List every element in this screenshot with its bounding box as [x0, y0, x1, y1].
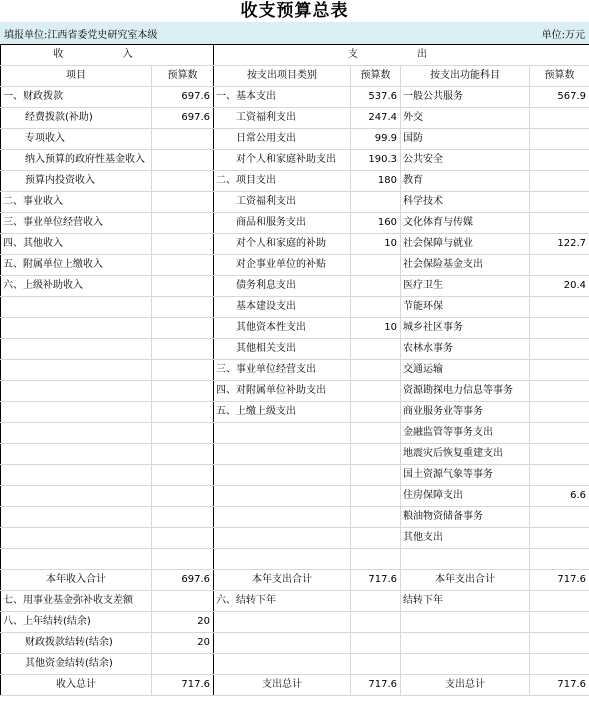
table-row	[1, 486, 589, 507]
income-item-cell	[1, 507, 152, 528]
econ-item-cell: 本年支出合计	[214, 570, 351, 591]
table-row	[1, 381, 589, 402]
income-budget-cell	[152, 297, 214, 318]
income-budget-cell	[152, 360, 214, 381]
func-budget-cell	[530, 612, 589, 633]
func-item-cell: 交通运输	[401, 360, 530, 381]
econ-item-cell: 五、上缴上级支出	[214, 402, 351, 423]
income-budget-cell: 697.6	[152, 108, 214, 129]
income-item-cell	[1, 402, 152, 423]
econ-budget-cell	[351, 276, 401, 297]
table-row	[1, 255, 589, 276]
econ-budget-cell: 99.9	[351, 129, 401, 150]
section-header-row	[1, 45, 589, 66]
econ-budget-cell	[351, 297, 401, 318]
income-budget-cell	[152, 486, 214, 507]
income-budget-cell	[152, 528, 214, 549]
func-budget-cell	[530, 654, 589, 675]
table-row	[1, 465, 589, 486]
econ-item-cell: 六、结转下年	[214, 591, 351, 612]
income-item-cell	[1, 318, 152, 339]
econ-item-cell	[214, 465, 351, 486]
func-item-cell: 公共安全	[401, 150, 530, 171]
income-item-cell	[1, 297, 152, 318]
income-budget-cell: 717.6	[152, 675, 214, 696]
income-budget-cell: 697.6	[152, 87, 214, 108]
econ-budget-cell	[351, 528, 401, 549]
income-item-cell	[1, 423, 152, 444]
func-item-cell: 医疗卫生	[401, 276, 530, 297]
income-budget-cell	[152, 318, 214, 339]
econ-item-cell	[214, 612, 351, 633]
func-item-cell: 教育	[401, 171, 530, 192]
table-row	[1, 528, 589, 549]
income-item-cell: 六、上级补助收入	[1, 276, 152, 297]
func-budget-cell: 567.9	[530, 87, 589, 108]
table-row	[1, 297, 589, 318]
econ-budget-cell	[351, 255, 401, 276]
func-budget-cell	[530, 360, 589, 381]
income-item-cell	[1, 339, 152, 360]
income-budget-cell	[152, 234, 214, 255]
func-item-cell: 节能环保	[401, 297, 530, 318]
income-item-cell: 四、其他收入	[1, 234, 152, 255]
econ-budget-cell	[351, 192, 401, 213]
econ-item-cell	[214, 444, 351, 465]
income-budget-cell	[152, 402, 214, 423]
col-header-econ-category: 按支出项目类别	[214, 66, 351, 87]
econ-budget-cell: 537.6	[351, 87, 401, 108]
table-row	[1, 444, 589, 465]
func-budget-cell	[530, 318, 589, 339]
func-budget-cell	[530, 129, 589, 150]
income-item-cell: 收入总计	[1, 675, 152, 696]
budget-table	[0, 44, 589, 696]
income-header: 收 入	[1, 45, 214, 66]
econ-item-cell	[214, 654, 351, 675]
info-bar	[0, 22, 589, 44]
table-row	[1, 507, 589, 528]
income-item-cell: 五、附属单位上缴收入	[1, 255, 152, 276]
income-item-cell	[1, 465, 152, 486]
econ-budget-cell: 10	[351, 318, 401, 339]
econ-budget-cell: 717.6	[351, 570, 401, 591]
econ-item-cell: 一、基本支出	[214, 87, 351, 108]
econ-item-cell	[214, 633, 351, 654]
econ-budget-cell	[351, 465, 401, 486]
func-budget-cell	[530, 633, 589, 654]
func-item-cell: 一般公共服务	[401, 87, 530, 108]
table-row	[1, 549, 589, 570]
func-item-cell: 文化体育与传媒	[401, 213, 530, 234]
income-item-cell: 其他资金结转(结余)	[1, 654, 152, 675]
econ-budget-cell: 10	[351, 234, 401, 255]
income-item-cell: 财政拨款结转(结余)	[1, 633, 152, 654]
func-budget-cell	[530, 444, 589, 465]
func-budget-cell	[530, 255, 589, 276]
func-budget-cell	[530, 549, 589, 570]
col-header-func-category: 按支出功能科目	[401, 66, 530, 87]
income-item-cell	[1, 528, 152, 549]
func-item-cell: 金融监管等事务支出	[401, 423, 530, 444]
func-item-cell: 社会保险基金支出	[401, 255, 530, 276]
income-item-cell: 本年收入合计	[1, 570, 152, 591]
income-item-cell: 预算内投资收入	[1, 171, 152, 192]
income-budget-cell	[152, 444, 214, 465]
econ-item-cell	[214, 549, 351, 570]
income-budget-cell	[152, 423, 214, 444]
table-row	[1, 234, 589, 255]
table-row	[1, 87, 589, 108]
expense-header: 支 出	[214, 45, 589, 66]
func-budget-cell	[530, 465, 589, 486]
income-item-cell	[1, 360, 152, 381]
income-budget-cell	[152, 171, 214, 192]
econ-item-cell	[214, 507, 351, 528]
col-header-budget-econ: 预算数	[351, 66, 401, 87]
econ-item-cell: 其他资本性支出	[214, 318, 351, 339]
econ-budget-cell	[351, 339, 401, 360]
table-row	[1, 654, 589, 675]
func-budget-cell	[530, 423, 589, 444]
table-row	[1, 591, 589, 612]
func-budget-cell: 6.6	[530, 486, 589, 507]
econ-item-cell: 支出总计	[214, 675, 351, 696]
econ-budget-cell	[351, 360, 401, 381]
func-item-cell: 资源勘探电力信息等事务	[401, 381, 530, 402]
col-header-item: 项目	[1, 66, 152, 87]
income-budget-cell	[152, 465, 214, 486]
income-budget-cell	[152, 213, 214, 234]
table-row	[1, 318, 589, 339]
table-row	[1, 171, 589, 192]
econ-budget-cell	[351, 549, 401, 570]
func-item-cell	[401, 633, 530, 654]
income-budget-cell	[152, 339, 214, 360]
income-budget-cell	[152, 192, 214, 213]
econ-budget-cell	[351, 444, 401, 465]
func-item-cell: 城乡社区事务	[401, 318, 530, 339]
func-item-cell: 农林水事务	[401, 339, 530, 360]
econ-budget-cell	[351, 402, 401, 423]
econ-budget-cell	[351, 654, 401, 675]
func-budget-cell	[530, 402, 589, 423]
econ-item-cell: 四、对附属单位补助支出	[214, 381, 351, 402]
func-item-cell	[401, 612, 530, 633]
econ-budget-cell	[351, 633, 401, 654]
econ-item-cell	[214, 423, 351, 444]
currency-unit-label: 单位:万元	[541, 29, 585, 41]
income-item-cell: 二、事业收入	[1, 192, 152, 213]
func-item-cell	[401, 654, 530, 675]
func-item-cell: 粮油物资储备事务	[401, 507, 530, 528]
income-item-cell: 八、上年结转(结余)	[1, 612, 152, 633]
func-budget-cell	[530, 339, 589, 360]
table-row	[1, 192, 589, 213]
func-item-cell: 社会保障与就业	[401, 234, 530, 255]
income-item-cell: 经费拨款(补助)	[1, 108, 152, 129]
filing-unit-label: 填报单位:江西省委党史研究室本级	[4, 29, 158, 41]
income-budget-cell	[152, 591, 214, 612]
econ-budget-cell	[351, 423, 401, 444]
income-item-cell	[1, 486, 152, 507]
table-row	[1, 213, 589, 234]
income-budget-cell	[152, 549, 214, 570]
econ-budget-cell	[351, 591, 401, 612]
income-budget-cell	[152, 276, 214, 297]
func-budget-cell	[530, 108, 589, 129]
econ-budget-cell	[351, 486, 401, 507]
income-budget-cell	[152, 381, 214, 402]
table-row	[1, 108, 589, 129]
table-row	[1, 360, 589, 381]
func-item-cell: 科学技术	[401, 192, 530, 213]
table-row	[1, 402, 589, 423]
income-budget-cell: 697.6	[152, 570, 214, 591]
table-row	[1, 570, 589, 591]
func-budget-cell	[530, 591, 589, 612]
income-budget-cell	[152, 654, 214, 675]
func-item-cell: 住房保障支出	[401, 486, 530, 507]
income-item-cell: 一、财政拨款	[1, 87, 152, 108]
table-row	[1, 423, 589, 444]
func-budget-cell	[530, 171, 589, 192]
income-item-cell	[1, 381, 152, 402]
econ-budget-cell	[351, 612, 401, 633]
func-budget-cell: 122.7	[530, 234, 589, 255]
income-item-cell	[1, 444, 152, 465]
income-budget-cell	[152, 150, 214, 171]
column-header-row	[1, 66, 589, 87]
table-row	[1, 276, 589, 297]
table-row	[1, 612, 589, 633]
func-budget-cell: 717.6	[530, 570, 589, 591]
func-item-cell: 结转下年	[401, 591, 530, 612]
econ-item-cell: 工资福利支出	[214, 192, 351, 213]
table-row	[1, 129, 589, 150]
income-budget-cell: 20	[152, 633, 214, 654]
econ-budget-cell: 160	[351, 213, 401, 234]
econ-item-cell	[214, 486, 351, 507]
econ-budget-cell	[351, 381, 401, 402]
func-item-cell: 支出总计	[401, 675, 530, 696]
func-budget-cell	[530, 528, 589, 549]
func-budget-cell	[530, 507, 589, 528]
econ-item-cell: 对个人和家庭的补助	[214, 234, 351, 255]
econ-budget-cell: 190.3	[351, 150, 401, 171]
func-item-cell	[401, 549, 530, 570]
func-item-cell: 其他支出	[401, 528, 530, 549]
func-budget-cell: 717.6	[530, 675, 589, 696]
econ-item-cell: 二、项目支出	[214, 171, 351, 192]
econ-budget-cell: 247.4	[351, 108, 401, 129]
func-item-cell: 外交	[401, 108, 530, 129]
econ-item-cell: 三、事业单位经营支出	[214, 360, 351, 381]
table-row	[1, 675, 589, 696]
econ-item-cell	[214, 528, 351, 549]
econ-item-cell: 日常公用支出	[214, 129, 351, 150]
econ-item-cell: 工资福利支出	[214, 108, 351, 129]
income-item-cell: 纳入预算的政府性基金收入	[1, 150, 152, 171]
col-header-budget-func: 预算数	[530, 66, 589, 87]
econ-budget-cell: 180	[351, 171, 401, 192]
income-budget-cell: 20	[152, 612, 214, 633]
econ-item-cell: 商品和服务支出	[214, 213, 351, 234]
income-budget-cell	[152, 507, 214, 528]
page-title: 收支预算总表	[240, 1, 349, 21]
econ-budget-cell: 717.6	[351, 675, 401, 696]
econ-item-cell: 其他相关支出	[214, 339, 351, 360]
func-budget-cell: 20.4	[530, 276, 589, 297]
func-budget-cell	[530, 213, 589, 234]
income-item-cell	[1, 549, 152, 570]
econ-item-cell: 对个人和家庭补助支出	[214, 150, 351, 171]
col-header-budget-income: 预算数	[152, 66, 214, 87]
income-item-cell: 七、用事业基金弥补收支差额	[1, 591, 152, 612]
income-item-cell: 专项收入	[1, 129, 152, 150]
table-row	[1, 633, 589, 654]
income-item-cell: 三、事业单位经营收入	[1, 213, 152, 234]
func-item-cell: 国防	[401, 129, 530, 150]
econ-item-cell: 基本建设支出	[214, 297, 351, 318]
func-budget-cell	[530, 150, 589, 171]
income-budget-cell	[152, 129, 214, 150]
table-row	[1, 150, 589, 171]
econ-item-cell: 债务利息支出	[214, 276, 351, 297]
econ-item-cell: 对企事业单位的补贴	[214, 255, 351, 276]
func-item-cell: 国土资源气象等事务	[401, 465, 530, 486]
func-budget-cell	[530, 192, 589, 213]
func-item-cell: 商业服务业等事务	[401, 402, 530, 423]
func-item-cell: 地震灾后恢复重建支出	[401, 444, 530, 465]
func-budget-cell	[530, 381, 589, 402]
func-budget-cell	[530, 297, 589, 318]
econ-budget-cell	[351, 507, 401, 528]
table-row	[1, 339, 589, 360]
func-item-cell: 本年支出合计	[401, 570, 530, 591]
income-budget-cell	[152, 255, 214, 276]
